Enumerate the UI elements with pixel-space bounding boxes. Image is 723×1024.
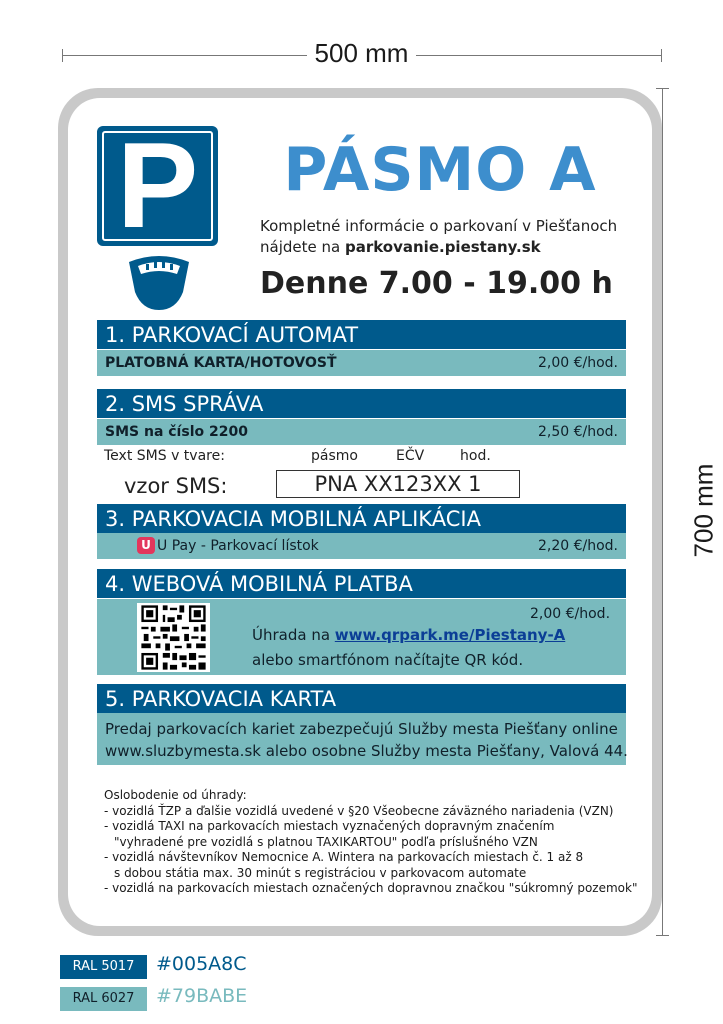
height-dimension-line [662, 88, 663, 936]
zone-title: PÁSMO A [283, 135, 597, 205]
ral-5017-swatch: RAL 5017 [60, 955, 147, 979]
web-payment-text: Úhrada na www.qrpark.me/Piestany-A [252, 626, 566, 644]
card-line-2: www.sluzbymesta.sk alebo osobne Služby mesta Piešťany, Valová 44. [105, 742, 628, 760]
sms-col-plate: EČV [396, 448, 425, 464]
section-web-header: 4. WEBOVÁ MOBILNÁ PLATBA [97, 569, 626, 598]
exemption-line: s dobou státia max. 30 minút s registráciou v parkovacom automate [114, 865, 527, 880]
card-line-1: Predaj parkovacích kariet zabezpečujú Služby mesta Piešťany online [105, 720, 618, 738]
sms-col-zone: pásmo [311, 448, 358, 464]
sms-format-label: Text SMS v tvare: [104, 448, 225, 464]
sms-example-label: vzor SMS: [124, 474, 228, 498]
section-automat-header: 1. PARKOVACÍ AUTOMAT [97, 320, 626, 349]
height-dimension-label: 700 mm [689, 411, 720, 611]
qrpark-link[interactable]: www.qrpark.me/Piestany-A [334, 626, 566, 644]
parking-sign-icon: P [97, 126, 218, 246]
sms-price: 2,50 €/hod. [537, 424, 618, 440]
web-price: 2,00 €/hod. [530, 606, 611, 622]
section-sms-header: 2. SMS SPRÁVA [97, 389, 626, 418]
section-card-body [97, 713, 626, 765]
ral-6027-swatch: RAL 6027 [60, 987, 147, 1011]
section-app-header: 3. PARKOVACIA MOBILNÁ APLIKÁCIA [97, 504, 626, 533]
exemption-line: "vyhradené pre vozidlá s platnou TAXIKARTOU" podľa príslušného VZN [114, 834, 538, 849]
ral-6027-hex: #79BABE [156, 985, 248, 1007]
width-dimension-label: 500 mm [0, 38, 723, 69]
sms-col-hours: hod. [460, 448, 491, 464]
section-automat-row [97, 350, 626, 376]
automat-method: PLATOBNÁ KARTA/HOTOVOSŤ [105, 355, 337, 371]
sms-method: SMS na číslo 2200 [105, 424, 248, 440]
section-card-header: 5. PARKOVACIA KARTA [97, 684, 626, 713]
web-qr-instruction: alebo smartfónom načítajte QR kód. [252, 651, 524, 669]
section-app-row [97, 533, 626, 559]
parking-meter-icon [126, 252, 192, 312]
exemptions-block [104, 788, 638, 897]
exemptions-heading: Oslobodenie od úhrady: [104, 788, 247, 802]
exemption-line: - vozidlá ŤZP a ďalšie vozidlá uvedené v §20 Všeobecne záväzného nariadenia (VZN) [104, 803, 614, 818]
automat-price: 2,00 €/hod. [537, 355, 618, 371]
app-method: U Pay - Parkovací lístok [157, 538, 319, 554]
operating-hours: Denne 7.00 - 19.00 h [260, 266, 613, 301]
info-text: Kompletné informácie o parkovaní v Piešťanoch nájdete na parkovanie.piestany.sk [260, 217, 618, 256]
qr-code-icon [137, 603, 210, 672]
exemption-line: - vozidlá návštevníkov Nemocnice A. Wintera na parkovacích miestach č. 1 až 8 [104, 850, 584, 864]
upay-app-icon: U [137, 537, 155, 554]
ral-5017-hex: #005A8C [156, 953, 247, 975]
sms-example-box: PNA XX123XX 1 [276, 470, 520, 498]
section-sms-row [97, 419, 626, 445]
exemption-line: - vozidlá TAXI na parkovacích miestach vyznačených dopravným značením [104, 819, 555, 833]
exemption-line: - vozidlá na parkovacích miestach označených dopravnou značkou "súkromný pozemok" [104, 881, 638, 895]
info-website: parkovanie.piestany.sk [344, 238, 541, 256]
app-price: 2,20 €/hod. [537, 538, 618, 554]
